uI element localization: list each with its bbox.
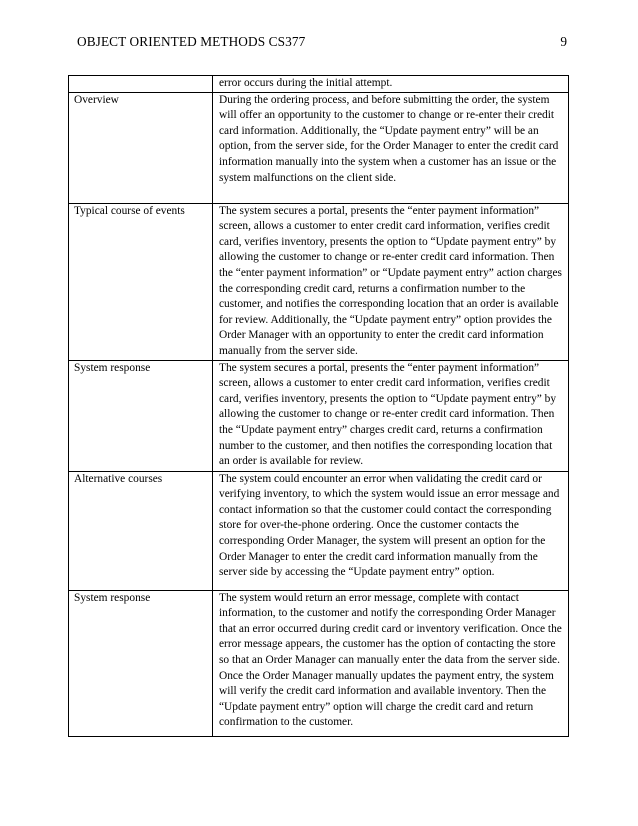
row-label: Alternative courses: [69, 471, 213, 590]
document-title: OBJECT ORIENTED METHODS CS377: [77, 34, 306, 49]
page-header: [77, 34, 567, 52]
table-row: [69, 471, 569, 590]
row-label: Typical course of events: [69, 203, 213, 360]
table-row: [69, 76, 569, 93]
row-description: During the ordering process, and before submitting the order, the system will offer an opportunity to the customer to change or re-enter their credit card information. Additionally, the “Update payment entry” will be an option, from the server side, for the Order Manager to enter the credit card information manually into the system when a customer has an issue or the system malfunctions on the client side.: [213, 92, 569, 203]
row-description: The system would return an error message, complete with contact information, to the customer and notify the corresponding Order Manager that an error occurred during credit card or inventory verification. Once the error message appears, the customer has the option of contacting the store so that an Order Manager can manually enter the data from the server side. Once the Order Manager manually updates the payment entry, the system will verify the credit card information and available inventory. Then the “Update payment entry” option will charge the credit card and return confirmation to the customer.: [213, 590, 569, 736]
row-label: System response: [69, 590, 213, 736]
row-label: System response: [69, 360, 213, 471]
page-number: 9: [560, 34, 567, 49]
row-label: [69, 76, 213, 93]
use-case-table: [68, 75, 569, 737]
table-row: [69, 203, 569, 360]
table-row: [69, 360, 569, 471]
row-label: Overview: [69, 92, 213, 203]
row-description: error occurs during the initial attempt.: [213, 76, 569, 93]
table-row: [69, 590, 569, 736]
table-row: [69, 92, 569, 203]
row-description: The system secures a portal, presents the “enter payment information” screen, allows a customer to enter credit card information, verifies credit card, verifies inventory, presents the option to “Update payment entry” by allowing the customer to change or re-enter credit card information. Then the “Update payment entry” charges credit card, returns a confirmation number to the customer, and then notifies the corresponding location that an order is available for review.: [213, 360, 569, 471]
row-description: The system could encounter an error when validating the credit card or verifying inventory, to which the system would issue an error message and contact information so that the customer could contact the corresponding store for over-the-phone ordering. Once the customer contacts the corresponding Order Manager, the system will present an option for the Order Manager to enter the credit card information manually from the server side by accessing the “Update payment entry” option.: [213, 471, 569, 590]
row-description: The system secures a portal, presents the “enter payment information” screen, allows a customer to enter credit card information, verifies credit card, verifies inventory, presents the option to “Update payment entry” by allowing the customer to change or re-enter credit card information. Then the “enter payment information” or “Update payment entry” action charges the corresponding credit card, returns a confirmation number to the customer, and notifies the corresponding location that an order is available for review. Additionally, the “Update payment entry” option provides the Order Manager with an opportunity to enter the credit card information manually from the server side.: [213, 203, 569, 360]
